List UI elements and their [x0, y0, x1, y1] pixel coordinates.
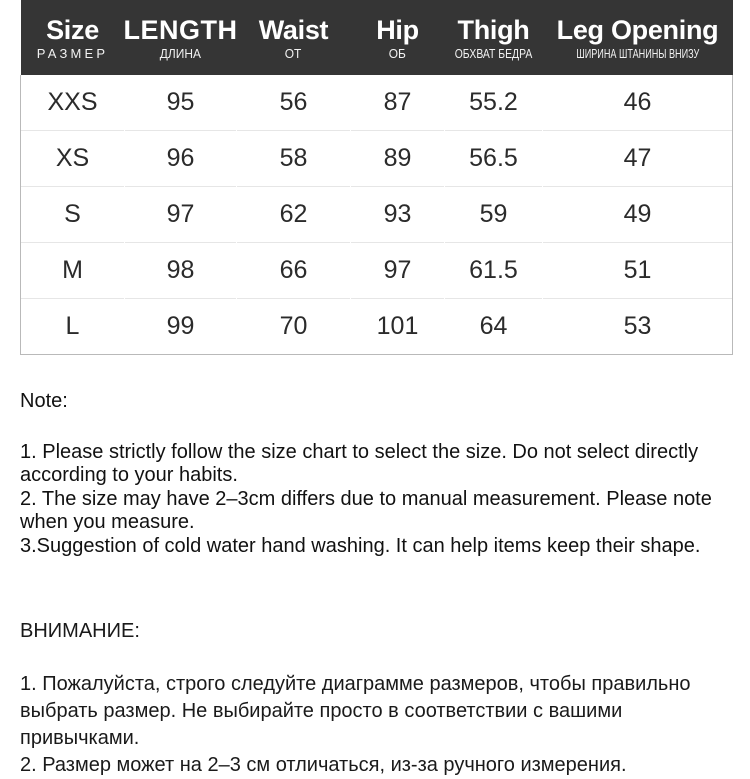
note-item-2: 2. The size may have 2–3cm differs due to manual measurement. Please note when you measure.: [20, 487, 712, 533]
cell-length: 97: [125, 187, 237, 243]
cell-leg-opening: 46: [543, 75, 733, 131]
column-header-waist-label: Waist: [258, 14, 329, 45]
cell-size: M: [21, 243, 125, 299]
column-header-thigh-label: Thigh: [457, 14, 530, 45]
column-header-size: [21, 0, 125, 75]
note-russian-item-1: 1. Пожалуйста, строго следуйте диаграмме размеров, чтобы правильно выбрать размер. Не выбирайте просто в соответствии с вашими привычками.: [20, 672, 691, 749]
column-header-length: [125, 0, 237, 75]
note-item-1: 1. Please strictly follow the size chart to select the size. Do not select directly according to your habits.: [20, 440, 699, 486]
column-header-leg-opening-sublabel: ШИРИНА ШТАНИНЫ ВНИЗУ: [576, 45, 699, 61]
cell-thigh: 55.2: [445, 75, 543, 131]
cell-thigh: 61.5: [445, 243, 543, 299]
cell-length: 99: [125, 299, 237, 355]
cell-thigh: 56.5: [445, 131, 543, 187]
notes-heading: Note:: [20, 390, 68, 412]
column-header-waist: [237, 0, 351, 75]
table-header-row: [21, 0, 733, 75]
cell-hip: 87: [351, 75, 445, 131]
cell-waist: 66: [237, 243, 351, 299]
column-header-hip-label: Hip: [376, 14, 419, 45]
column-header-size-sublabel: РАЗМЕР: [36, 45, 109, 61]
notes-russian: [20, 620, 730, 779]
table-body: [21, 75, 733, 355]
cell-hip: 97: [351, 243, 445, 299]
cell-size: L: [21, 299, 125, 355]
cell-size: S: [21, 187, 125, 243]
column-header-waist-sublabel: ОТ: [285, 45, 302, 61]
column-header-leg-opening: [543, 0, 733, 75]
column-header-hip-sublabel: ОБ: [388, 45, 407, 61]
cell-length: 96: [125, 131, 237, 187]
cell-waist: 56: [237, 75, 351, 131]
column-header-leg-opening-label: Leg Opening: [556, 14, 719, 45]
size-chart-table: [20, 0, 733, 355]
cell-leg-opening: 53: [543, 299, 733, 355]
note-russian-item-2: 2. Размер может на 2–3 см отличаться, из-за ручного измерения.: [20, 753, 627, 776]
column-header-thigh-sublabel: ОБХВАТ БЕДРА: [454, 45, 533, 61]
cell-waist: 62: [237, 187, 351, 243]
cell-waist: 70: [237, 299, 351, 355]
table-row: [21, 131, 733, 187]
note-item-3: 3.Suggestion of cold water hand washing. It can help items keep their shape.: [20, 534, 701, 557]
cell-size: XXS: [21, 75, 125, 131]
cell-length: 98: [125, 243, 237, 299]
notes-english: [20, 390, 730, 558]
table-row: [21, 299, 733, 355]
column-header-hip: [351, 0, 445, 75]
cell-waist: 58: [237, 131, 351, 187]
cell-thigh: 59: [445, 187, 543, 243]
cell-hip: 101: [351, 299, 445, 355]
table-row: [21, 75, 733, 131]
column-header-length-sublabel: ДЛИНА: [159, 45, 202, 61]
notes-russian-heading: ВНИМАНИЕ:: [20, 620, 140, 642]
cell-leg-opening: 51: [543, 243, 733, 299]
column-header-thigh: [445, 0, 543, 75]
column-header-length-label: LENGTH: [123, 14, 238, 45]
cell-size: XS: [21, 131, 125, 187]
table-row: [21, 187, 733, 243]
cell-leg-opening: 49: [543, 187, 733, 243]
cell-leg-opening: 47: [543, 131, 733, 187]
table-row: [21, 243, 733, 299]
cell-hip: 93: [351, 187, 445, 243]
table-header: [21, 0, 733, 75]
cell-hip: 89: [351, 131, 445, 187]
column-header-size-label: Size: [46, 14, 99, 45]
cell-length: 95: [125, 75, 237, 131]
cell-thigh: 64: [445, 299, 543, 355]
